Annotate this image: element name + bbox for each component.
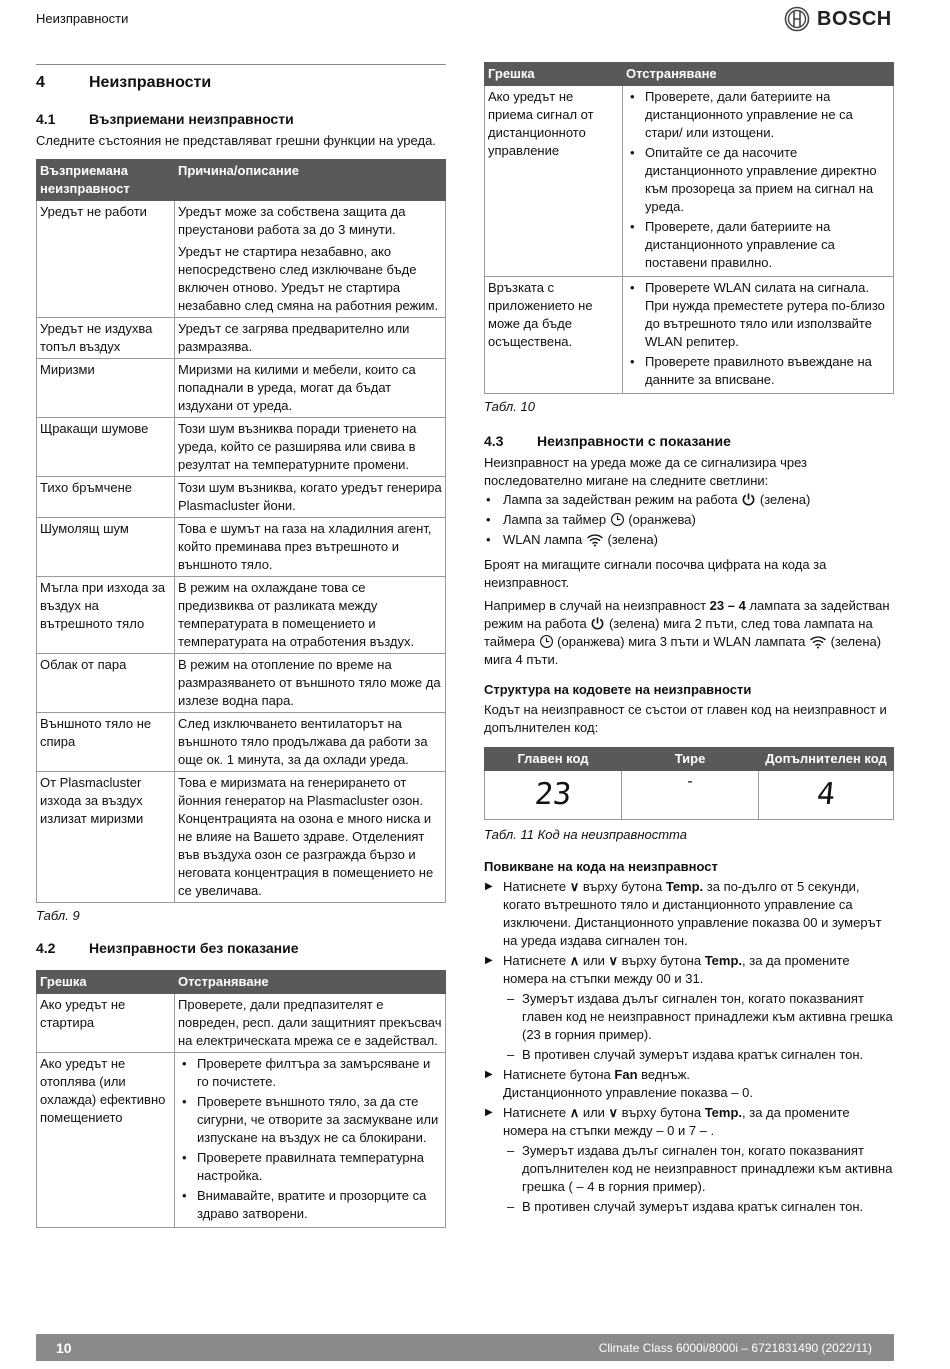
example-part: Например в случай на неизправност	[484, 598, 710, 613]
chevron-down-icon: ∨	[608, 953, 619, 968]
table-row	[37, 654, 446, 713]
section-divider	[36, 64, 446, 65]
table-row	[37, 318, 446, 359]
cause-cell: След изключването вентилаторът на външното тяло продължава да работи за още ок. 1 минута, за да охлади уреда.	[175, 713, 446, 772]
fault-cell: Тихо бръмчене	[37, 477, 175, 518]
step-text: Натиснете бутона	[503, 1067, 615, 1082]
example-part: (зелена) мига 4 пъти.	[484, 634, 882, 667]
table-row	[37, 359, 446, 418]
page-number: 10	[56, 1339, 72, 1356]
button-name: Temp.	[704, 1105, 743, 1120]
list-item	[484, 531, 894, 551]
header-dash: Тире	[622, 748, 759, 771]
sub-step-item: – В противен случай зумерът издава кратък сигнален тон.	[503, 1198, 894, 1216]
right-column	[484, 62, 894, 1218]
fault-cell: Мъгла при изхода за въздух на вътрешното тяло	[37, 577, 175, 654]
fault-cell: От Plasmacluster изхода за въздух излизат миризми	[37, 772, 175, 903]
sub-step-item: – Зумерът издава дълъг сигнален тон, когато показваният главен код не неизправност принадлежи към активна грешка (23 в горния пример).	[503, 990, 894, 1044]
chevron-up-icon: ∧	[569, 953, 580, 968]
example-part: (оранжева) мига 3 пъти и WLAN лампата	[553, 634, 809, 649]
lamp-color: (оранжева)	[628, 512, 696, 527]
step-text: върху бутона	[618, 953, 705, 968]
remedy-cell	[623, 86, 894, 277]
list-item: • Проверете филтъра за замърсяване и го почистете.	[178, 1055, 442, 1091]
table-header-cause: Причина/описание	[175, 160, 446, 201]
example-part: (зелена) мига 2 пъти, след това лампата на таймера	[484, 616, 873, 649]
table-caption: Табл. 10	[484, 399, 535, 414]
button-name: Fan	[614, 1067, 638, 1082]
code-structure-title: Структура на кодовете на неизправности	[484, 682, 752, 697]
subsection-number: 4.2	[36, 940, 56, 956]
list-item	[484, 511, 894, 531]
perceived-faults-table	[36, 159, 446, 903]
fault-cell: Уредът не работи	[37, 201, 175, 318]
table-header-remedy: Отстраняване	[623, 63, 894, 86]
step-text: Натиснете	[503, 953, 570, 968]
fault-code-table	[484, 747, 894, 820]
chevron-down-icon: ∨	[608, 1105, 619, 1120]
header-section-title: Неизправности	[36, 11, 129, 26]
example-code: 23 – 4	[709, 598, 746, 613]
fault-cell: Връзката с приложението не може да бъде осъществена.	[485, 277, 623, 394]
document-info: Climate Class 6000i/8000i – 6721831490 (2022/11)	[598, 1340, 872, 1355]
step-text: Натиснете	[503, 879, 570, 894]
list-item: • Проверете правилното въвеждане на данните за вписване.	[626, 353, 890, 389]
fault-cell: Шумолящ шум	[37, 518, 175, 577]
step-text: или	[579, 1105, 609, 1120]
list-item: • Проверете външното тяло, за да сте сигурни, че отворите за засмукване или изпускане на въздух не са блокирани.	[178, 1093, 442, 1147]
remedy-cell	[623, 277, 894, 394]
remedy-cell: Проверете, дали предпазителят е повреден, респ. дали защитният прекъсвач на електрическата мрежа се е задействал.	[175, 994, 446, 1053]
table-row	[37, 201, 446, 318]
table-caption: Табл. 11 Код на неизправността	[484, 827, 687, 842]
section-title: Неизправности	[89, 74, 212, 91]
step-item	[484, 952, 894, 1064]
fault-cell: Ако уредът не приема сигнал от дистанционното управление	[485, 86, 623, 277]
table-header-fault: Възприемана неизправност	[37, 160, 175, 201]
lamp-color: (зелена)	[759, 492, 811, 507]
lamp-label: WLAN лампа	[503, 532, 583, 547]
list-item: • Проверете, дали батериите на дистанционното управление са поставени правилно.	[626, 218, 890, 272]
blink-count-text: Броят на мигащите сигнали посочва цифрата на кода за неизправност.	[484, 557, 827, 590]
power-icon	[590, 616, 605, 631]
list-item: • Внимавайте, вратите и прозорците са здраво затворени.	[178, 1187, 442, 1223]
dash-cell	[622, 771, 759, 820]
code-structure-text: Кодът на неизправност се състои от главен код на неизправност и допълнителен код:	[484, 702, 887, 735]
section-4-1-heading	[36, 110, 446, 130]
table-row	[37, 994, 446, 1053]
section-number: 4	[36, 74, 45, 91]
faults-without-display-table	[36, 970, 446, 1228]
subsection-number: 4.3	[484, 433, 504, 449]
cause-cell: Това е миризмата на генерирането от йонния генератор на Plasmacluster озон. Концентрацията на озона е много ниска и не влияе на Вашето здраве. Отделеният във въздуха озон се разгражда бързо и неговата концентрация в помещението не се увеличава.	[175, 772, 446, 903]
table-header-error: Грешка	[485, 63, 623, 86]
timer-icon	[539, 634, 554, 649]
timer-icon	[610, 512, 625, 527]
table-row	[37, 1053, 446, 1228]
table-row	[485, 86, 894, 277]
table-row	[37, 477, 446, 518]
main-code-display: 23	[533, 777, 573, 812]
lamp-color: (зелена)	[607, 532, 658, 547]
example-part: лампата за задействан режим на работа	[484, 598, 890, 631]
table-row	[485, 771, 894, 820]
step-text: Натиснете	[503, 1105, 570, 1120]
step-text: за по-дълго от 5 секунди, когато вътрешното тяло и дистанционното управление са изключени. Дистанционното управление показва 00 и зумерът на уреда издава сигнален тон.	[503, 879, 882, 948]
button-name: Temp.	[665, 879, 704, 894]
table-row	[485, 277, 894, 394]
step-item	[484, 1066, 894, 1102]
table-header-error: Грешка	[37, 971, 175, 994]
step-item	[484, 878, 894, 950]
fault-cell: Външното тяло не спира	[37, 713, 175, 772]
step-text: Дистанционното управление показва – 0.	[503, 1085, 753, 1100]
cause-cell: Този шум възниква поради триенето на уреда, който се разширява или свива в резултат на температурните промени.	[175, 418, 446, 477]
cause-cell: Уредът се загрява предварително или размразява.	[175, 318, 446, 359]
table-row	[37, 518, 446, 577]
cause-text: Уредът може за собствена защита да преустанови работа за до 3 минути.	[178, 204, 406, 237]
section-4-3-heading	[484, 432, 894, 452]
step-text: върху бутона	[579, 879, 666, 894]
section-4-heading	[36, 74, 446, 96]
lamp-label: Лампа за таймер	[503, 512, 607, 527]
step-text: , за да промените номера на стъпки между 00 и 31.	[503, 953, 850, 986]
table-row	[37, 577, 446, 654]
list-item	[484, 491, 894, 511]
sub-code-display: 4	[815, 777, 837, 812]
chevron-up-icon: ∧	[569, 1105, 580, 1120]
fault-cell: Уредът не издухва топъл въздух	[37, 318, 175, 359]
remedy-cell	[175, 1053, 446, 1228]
step-text: , за да промените номера на стъпки между – 0 и 7 – .	[503, 1105, 850, 1138]
sub-step-item: – В противен случай зумерът издава кратък сигнален тон.	[503, 1046, 894, 1064]
example-text	[484, 597, 894, 669]
sub-code-cell	[759, 771, 894, 820]
dash-display: -	[687, 773, 693, 790]
step-text: или	[579, 953, 609, 968]
cause-cell: Миризми на килими и мебели, които са попаднали в уреда, могат да бъдат издухани от уреда.	[175, 359, 446, 418]
cause-cell: В режим на отопление по време на размразяването от външното тяло може да излезе водна пара.	[175, 654, 446, 713]
fault-cell: Ако уредът не отоплява (или охлажда) ефективно помещението	[37, 1053, 175, 1228]
list-item: • Проверете WLAN силата на сигнала. При нужда преместете рутера по-близо до вътрешното тяло или използвайте WLAN репитер.	[626, 279, 890, 351]
section-4-3-intro: Неизправност на уреда може да се сигнализира чрез последователно мигане на следните светлини:	[484, 455, 807, 488]
step-item	[484, 1104, 894, 1216]
list-item: • Проверете, дали батериите на дистанционното управление не са стари/ или изтощени.	[626, 88, 890, 142]
table-header-remedy: Отстраняване	[175, 971, 446, 994]
header-main-code: Главен код	[485, 748, 622, 771]
list-item: • Проверете правилната температурна настройка.	[178, 1149, 442, 1185]
remote-faults-table	[484, 62, 894, 394]
list-item: • Опитайте се да насочите дистанционното управление директно към прозореца за прием на сигнал на уреда.	[626, 144, 890, 216]
bosch-armature-icon	[784, 6, 810, 32]
power-icon	[741, 492, 756, 507]
bosch-logo	[784, 6, 892, 32]
wifi-icon	[809, 635, 827, 649]
section-4-2-heading	[36, 939, 446, 959]
table-row	[37, 772, 446, 903]
left-column	[36, 64, 446, 1228]
table-caption: Табл. 9	[36, 908, 80, 923]
main-code-cell	[485, 771, 622, 820]
step-text: върху бутона	[618, 1105, 705, 1120]
fault-cell: Ако уредът не стартира	[37, 994, 175, 1053]
fault-cell: Облак от пара	[37, 654, 175, 713]
subsection-title: Неизправности без показание	[89, 940, 299, 956]
fault-cell: Щракащи шумове	[37, 418, 175, 477]
lamp-list	[484, 491, 894, 551]
table-row	[37, 418, 446, 477]
fault-cell: Миризми	[37, 359, 175, 418]
table-row	[37, 713, 446, 772]
header-sub-code: Допълнителен код	[759, 748, 894, 771]
subsection-title: Неизправности с показание	[537, 433, 731, 449]
recall-title: Повикване на кода на неизправност	[484, 859, 718, 874]
cause-cell: Това е шумът на газа на хладилния агент, който преминава през вътрешното и външното тяло.	[175, 518, 446, 577]
lamp-label: Лампа за задействан режим на работа	[503, 492, 738, 507]
brand-name: BOSCH	[817, 8, 892, 30]
cause-cell: В режим на охлаждане това се предизвиква от разликата между температурата в помещението и температурата на отработения въздух.	[175, 577, 446, 654]
cause-cell: Този шум възниква, когато уредът генерира Plasmacluster йони.	[175, 477, 446, 518]
button-name: Temp.	[704, 953, 743, 968]
cause-text: Уредът не стартира незабавно, ако непосредствено след изключване бъде включен отново. Уредът не стартира незабавно след смяна на работния режим.	[178, 244, 439, 313]
sub-step-item: – Зумерът издава дълъг сигнален тон, когато показваният допълнителен код не неизправност принадлежи към активна грешка ( – 4 в горния пример).	[503, 1142, 894, 1196]
cause-cell	[175, 201, 446, 318]
subsection-title: Възприемани неизправности	[89, 111, 294, 127]
subsection-number: 4.1	[36, 111, 56, 127]
step-text: веднъж.	[637, 1067, 691, 1082]
recall-steps	[484, 878, 894, 1216]
page-footer	[36, 1334, 894, 1361]
chevron-down-icon: ∨	[569, 879, 580, 894]
section-4-1-intro: Следните състояния не представляват грешни функции на уреда.	[36, 133, 436, 148]
wifi-icon	[586, 533, 604, 547]
